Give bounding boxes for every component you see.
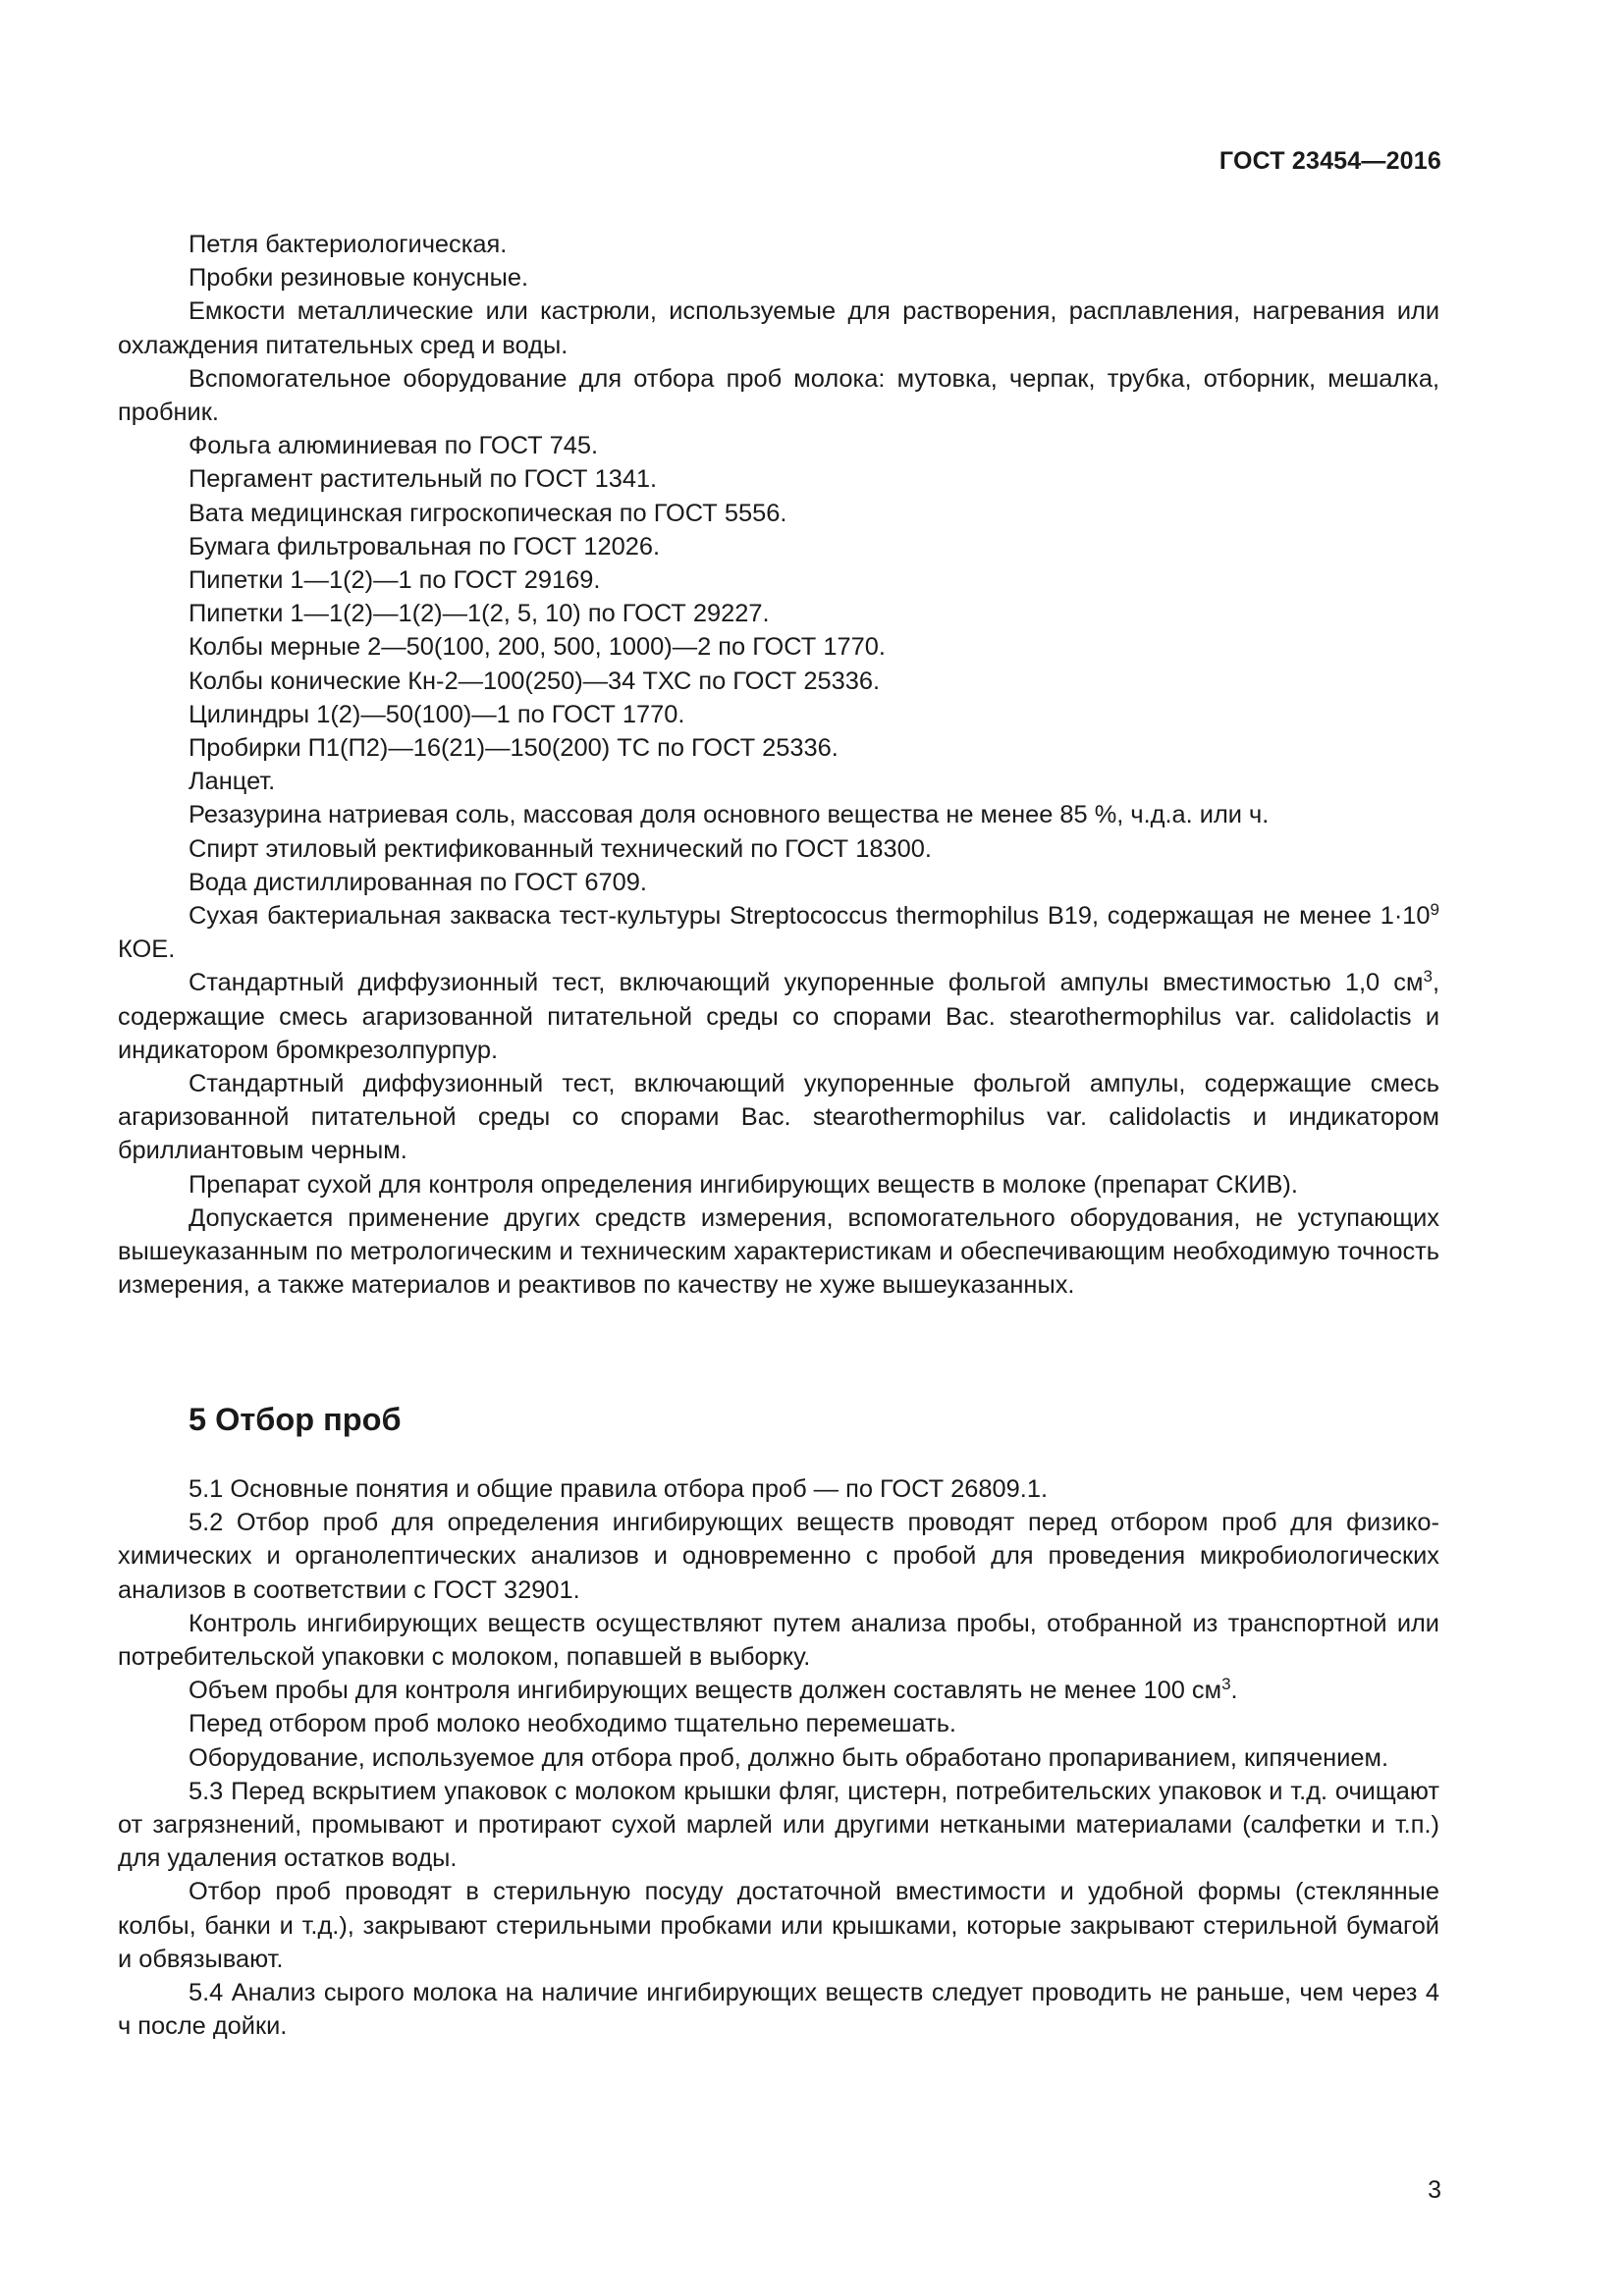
- body-paragraph: Объем пробы для контроля ингибирующих веществ должен составлять не менее 100 $см^3$.: [189, 1675, 1238, 1705]
- body-paragraph: 5.2 Отбор проб для определения ингибирующих веществ проводят перед отбором проб для физико-химических и органолептических анализов и одновременно с пробой для проведения микробиологических анализов в соответствии с ГОСТ 32901.: [118, 1509, 1439, 1604]
- body-paragraph: 5.3 Перед вскрытием упаковок с молоком крышки фляг, цистерн, потребительских упаковок и т.д. очищают от загрязнений, промывают и протирают сухой марлей или другими неткаными материалами (салфетки и т.п.) для удаления остатков воды.: [118, 1777, 1439, 1873]
- body-paragraph: 5.4 Анализ сырого молока на наличие ингибирующих веществ следует проводить не раньше, чем через 4 ч после дойки.: [118, 1979, 1439, 2041]
- list-item: Колбы мерные 2—50(100, 200, 500, 1000)—2 по ГОСТ 1770.: [189, 633, 886, 662]
- page-number: 3: [1428, 2176, 1441, 2204]
- list-item: Пробирки П1(П2)—16(21)—150(200) ТС по ГОСТ 25336.: [189, 734, 839, 763]
- section-heading: 5 Отбор проб: [189, 1402, 402, 1437]
- superscript: 3: [1423, 967, 1433, 987]
- list-item: Стандартный диффузионный тест, включающий укупоренные фольгой ампулы, содержащие смесь агаризованной питательной среды со спорами Bac. stearothermophilus var. calidolactis и индикатором бриллиантовым черным.: [118, 1070, 1439, 1165]
- list-item: Вспомогательное оборудование для отбора проб молока: мутовка, черпак, трубка, отборник, мешалка, пробник.: [118, 364, 1439, 427]
- list-item: Ланцет.: [189, 768, 276, 796]
- list-item: Колбы конические Кн-2—100(250)—34 ТХС по ГОСТ 25336.: [189, 667, 881, 695]
- superscript: 3: [1221, 1675, 1231, 1694]
- list-item: Препарат сухой для контроля определения ингибирующих веществ в молоке (препарат СКИВ).: [189, 1170, 1298, 1199]
- body-paragraph: Контроль ингибирующих веществ осуществляют путем анализа пробы, отобранной из транспортной или потребительской упаковки с молоком, попавшей в выборку.: [118, 1609, 1439, 1672]
- list-item: Вода дистиллированная по ГОСТ 6709.: [189, 868, 647, 896]
- list-item: Емкости металлические или кастрюли, используемые для растворения, расплавления, нагревания или охлаждения питательных сред и воды.: [118, 297, 1439, 359]
- list-item: Петля бактериологическая.: [189, 231, 508, 258]
- list-item: Бумага фильтровальная по ГОСТ 12026.: [189, 532, 661, 561]
- list-item: Резазурина натриевая соль, массовая доля основного вещества не менее 85 %, ч.д.а. или ч.: [189, 801, 1270, 829]
- superscript: 9: [1430, 900, 1439, 920]
- body-paragraph: 5.1 Основные понятия и общие правила отбора проб — по ГОСТ 26809.1.: [189, 1475, 1049, 1503]
- list-item: Пергамент растительный по ГОСТ 1341.: [189, 465, 658, 494]
- list-item: Пипетки 1—1(2)—1(2)—1(2, 5, 10) по ГОСТ 29227.: [189, 600, 770, 628]
- list-item: Сухая бактериальная закваска тест-культуры Streptococcus thermophilus В19, содержащая не менее $1\cdot 10^9$ КОЕ.: [118, 900, 1439, 964]
- list-item: Спирт этиловый ректификованный технический по ГОСТ 18300.: [189, 834, 932, 863]
- list-item: Фольга алюминиевая по ГОСТ 745.: [189, 432, 599, 460]
- equipment-list: [118, 228, 1439, 1303]
- section-body: [118, 1472, 1439, 2043]
- body-paragraph: Отбор проб проводят в стерильную посуду достаточной вместимости и удобной формы (стеклянные колбы, банки и т.д.), закрывают стерильными пробками или крышками, которые закрывают стерильной бумагой и обвязывают.: [118, 1878, 1439, 1973]
- body-paragraph: Оборудование, используемое для отбора проб, должно быть обработано пропариванием, кипячением.: [189, 1743, 1389, 1772]
- list-item: Цилиндры 1(2)—50(100)—1 по ГОСТ 1770.: [189, 700, 685, 728]
- standard-designation: ГОСТ 23454—2016: [1218, 147, 1441, 175]
- list-item: Стандартный диффузионный тест, включающий укупоренные фольгой ампулы вместимостью 1,0 $см^3$, содержащие смесь агаризованной питательной среды со спорами Bac. stearothermophilus var. calidolactis и индикатором бромкрезолпурпур.: [118, 967, 1439, 1064]
- list-item: Допускается применение других средств измерения, вспомогательного оборудования, не уступающих вышеуказанным по метрологическим и техническим характеристикам и обеспечивающим необходимую точность измерения, а также материалов и реактивов по качеству не хуже вышеуказанных.: [118, 1203, 1439, 1300]
- list-item: Пробки резиновые конусные.: [189, 264, 529, 293]
- body-paragraph: Перед отбором проб молоко необходимо тщательно перемешать.: [189, 1710, 956, 1738]
- list-item: Пипетки 1—1(2)—1 по ГОСТ 29169.: [189, 566, 601, 595]
- list-item: Вата медицинская гигроскопическая по ГОСТ 5556.: [189, 499, 787, 527]
